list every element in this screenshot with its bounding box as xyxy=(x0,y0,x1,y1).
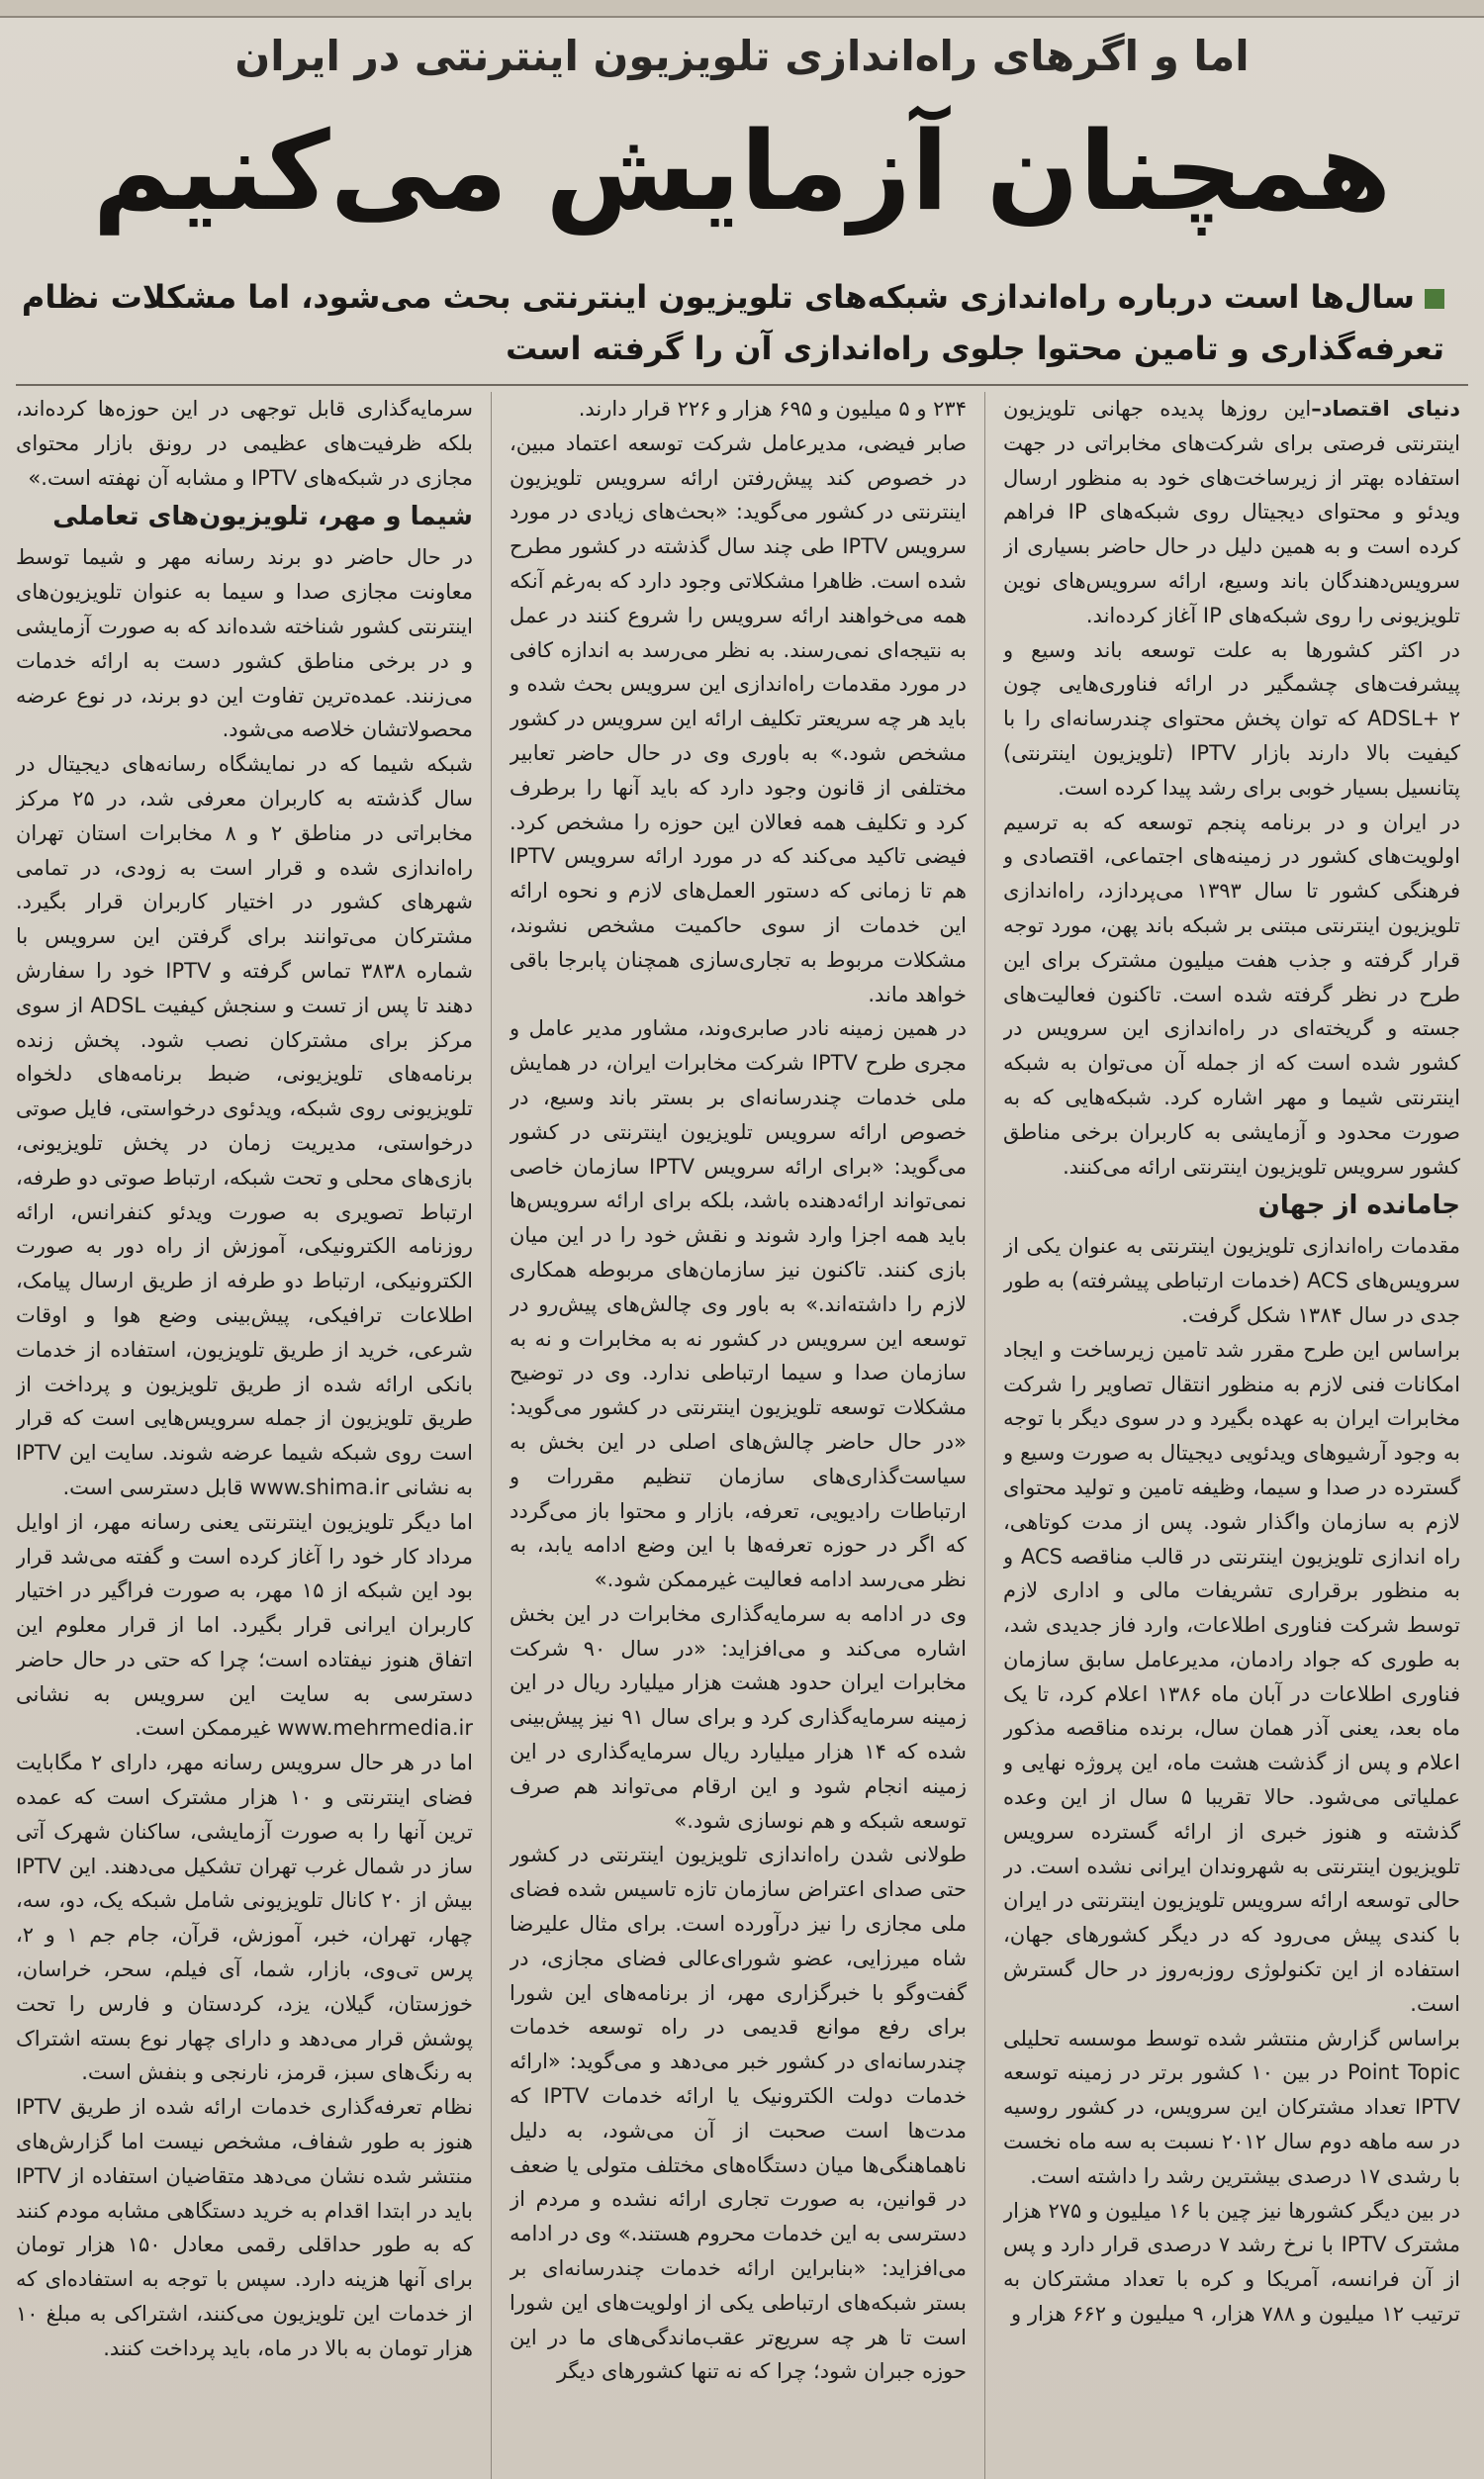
supertitle: اما و اگرهای راه‌اندازی تلویزیون اینترنتی در ایران xyxy=(234,32,1250,80)
column-3 xyxy=(16,392,473,2479)
green-square-icon xyxy=(1425,289,1444,309)
column-1 xyxy=(1003,392,1460,2479)
paragraph: در همین زمینه نادر صابری‌وند، مشاور مدیر عامل و مجری طرح IPTV شرکت مخابرات ایران، در همایش ملی خدمات چندرسانه‌ای بر بستر باند وسیع، در خصوص ارائه سرویس تلویزیون اینترنتی در کشور می‌گوید: «برای ارائه سرویس IPTV سازمان خاصی نمی‌تواند ارائه‌دهنده باشد، بلکه برای ارائه سرویس‌ها باید همه اجزا وارد شوند و نقش خود را در این میان بازی کنند. تاکنون نیز سازمان‌های مربوطه همکاری لازم را داشته‌اند.» به باور وی چالش‌های پیش‌رو در توسعه این سرویس در کشور نه به مخابرات و نه به سازمان صدا و سیما ارتباطی ندارد. وی در توضیح مشکلات توسعه تلویزیون اینترنتی در کشور می‌گوید: «در حال حاضر چالش‌های اصلی در این بخش به سیاست‌گذاری‌های سازمان تنظیم مقررات و ارتباطات رادیویی، تعرفه، بازار و محتوا باز می‌گردد که اگر در حوزه تعرفه‌ها با این وضع ادامه یابد، به نظر می‌رسد ادامه فعالیت غیرممکن شود.» xyxy=(510,1016,967,1592)
paragraph: در بین دیگر کشورها نیز چین با ۱۶ میلیون و ۲۷۵ هزار مشترک IPTV با نرخ رشد ۷ درصدی قرار دارد و پس از آن فرانسه، آمریکا و کره با تعداد مشترکان به ترتیب ۱۲ میلیون و ۷۸۸ هزار، ۹ میلیون و ۶۶۲ هزار و xyxy=(1003,2198,1460,2327)
source-kicker: دنیای اقتصاد– xyxy=(1311,397,1460,421)
top-strip xyxy=(0,0,1484,18)
paragraph: در حال حاضر دو برند رسانه مهر و شیما توسط معاونت مجازی صدا و سیما به عنوان تلویزیون‌های اینترنتی کشور شناخته شده‌اند که به صورت آزمایشی و در برخی مناطق کشور دست به ارائه خدمات می‌زنند. عمده‌ترین تفاوت این دو برند، در نوع عرضه محصولاتشان خلاصه می‌شود. xyxy=(16,545,473,742)
paragraph xyxy=(1003,392,1460,633)
lead-paragraph xyxy=(20,271,1444,374)
paragraph: اما در هر حال سرویس رسانه مهر، دارای ۲ مگابایت فضای اینترنتی و ۱۰ هزار مشترک است که عمده ترین آنها را به صورت آزمایشی، ساکنان شهرک آتی ساز در شمال غرب تهران تشکیل می‌دهند. این IPTV بیش از ۲۰ کانال تلویزیونی شامل شبکه یک، دو، سه، چهار، تهران، خبر، آموزش، قرآن، جام جم ۱ و ۲، پرس تی‌وی، بازار، شما، آی فیلم، سحر، خراسان، خوزستان، گیلان، یزد، کردستان و فارس را تحت پوشش قرار می‌دهد و دارای چهار نوع بسته اشتراک به رنگ‌های سبز، قرمز، نارنجی و بنفش است. xyxy=(16,1751,473,2085)
article-columns xyxy=(16,392,1460,2479)
paragraph: براساس گزارش منتشر شده توسط موسسه تحلیلی Point Topic در بین ۱۰ کشور برتر در زمینه توسعه IPTV تعداد مشترکان این سرویس، در کشور روسیه در سه ماهه دوم سال ۲۰۱۲ نسبت به سه ماه نخست با رشدی ۱۷ درصدی بیشترین رشد را داشته است. xyxy=(1003,2026,1460,2188)
subheading: شیما و مهر، تلویزیون‌های تعاملی xyxy=(52,502,473,532)
lead-text: سال‌ها است درباره راه‌اندازی شبکه‌های تلویزیون اینترنتی بحث می‌شود، اما مشکلات نظام تعرفه‌گذاری و تامین محتوا جلوی راه‌اندازی آن را گرفته است xyxy=(21,278,1444,367)
paragraph: در ایران و در برنامه پنجم توسعه که به ترسیم اولویت‌های کشور در زمینه‌های اجتماعی، اقتصادی و فرهنگی کشور تا سال ۱۳۹۳ می‌پردازد، راه‌اندازی تلویزیون اینترنتی مبتنی بر شبکه باند پهن، مورد توجه قرار گرفته و جذب هفت میلیون مشترک برای این طرح در نظر گرفته شده است. تاکنون فعالیت‌های جسته و گریخته‌ای در راه‌اندازی این سرویس در کشور شده است که از جمله آن می‌توان به شبکه اینترنتی شیما و مهر اشاره کرد. شبکه‌هایی که به صورت محدود و آزمایشی به کاربران برخی مناطق کشور سرویس تلویزیون اینترنتی ارائه می‌کنند. xyxy=(1003,810,1460,1179)
paragraph: طولانی شدن راه‌اندازی تلویزیون اینترنتی در کشور حتی صدای اعتراض سازمان تازه تاسیس شده فضای ملی مجازی را نیز درآورده است. برای مثال علیرضا شاه میرزایی، عضو شورای‌عالی فضای مجازی، در گفت‌وگو با خبرگزاری مهر، از برنامه‌های این شورا برای رفع موانع قدیمی در راه توسعه خدمات چندرسانه‌ای در کشور خبر می‌دهد و می‌گوید: «ارائه خدمات دولت الکترونیک یا ارائه خدمات IPTV که مدت‌ها است صحبت از آن می‌شود، به دلیل ناهماهنگی‌ها میان دستگاه‌های مختلف متولی یا ضعف در قوانین، به صورت تجاری ارائه نشده و مردم از دسترسی به این خدمات محروم هستند.» وی در ادامه می‌افزاید: «بنابراین ارائه خدمات چندرسانه‌ای بر بستر شبکه‌های ارتباطی یکی از اولویت‌های این شورا است تا هر چه سریع‌تر عقب‌ماندگی‌های ما در این حوزه جبران شود؛ چرا که نه تنها کشورهای دیگر xyxy=(510,1843,967,2384)
paragraph: سرمایه‌گذاری قابل توجهی در این حوزه‌ها کرده‌اند، بلکه ظرفیت‌های عظیمی در رونق بازار محتوای مجازی در شبکه‌های IPTV و مشابه آن نهفته است.» xyxy=(16,397,473,490)
header-rule xyxy=(16,384,1468,386)
paragraph: وی در ادامه به سرمایه‌گذاری مخابرات در این بخش اشاره می‌کند و می‌افزاید: «در سال ۹۰ شرکت مخابرات ایران حدود هشت هزار میلیارد ریال در این زمینه سرمایه‌گذاری کرد و برای سال ۹۱ نیز پیش‌بینی شده که ۱۴ هزار میلیارد ریال سرمایه‌گذاری در این زمینه انجام شود و این ارقام می‌تواند هم صرف توسعه شبکه و هم نوسازی شود.» xyxy=(510,1601,967,1833)
paragraph: نظام تعرفه‌گذاری خدمات ارائه شده از طریق IPTV هنوز به طور شفاف، مشخص نیست اما گزارش‌های منتشر شده نشان می‌دهد متقاضیان استفاده از IPTV باید در ابتدا اقدام به خرید دستگاهی مشابه مودم کنند که به طور حداقلی رقمی معادل ۱۵۰ هزار تومان برای آنها هزینه دارد. سپس با توجه به استفاده‌ای که از خدمات این تلویزیون می‌کنند، اشتراکی به مبلغ ۱۰ هزار تومان به بالا در ماه، باید پرداخت کنند. xyxy=(16,2095,473,2360)
paragraph: براساس این طرح مقرر شد تامین زیرساخت و ایجاد امکانات فنی لازم به منظور انتقال تصاویر را شرکت مخابرات ایران به عهده بگیرد و در سوی دیگر با توجه به وجود آرشیوهای ویدئویی دیجیتال به صورت وسیع و گسترده در صدا و سیما، وظیفه تامین و تولید محتوای لازم به سازمان واگذار شود. پس از مدت کوتاهی، راه اندازی تلویزیون اینترنتی در قالب مناقصه ACS و به منظور برقراری تشریفات مالی و اداری لازم توسط شرکت فناوری اطلاعات، وارد فاز جدیدی شد، به طوری که جواد رادمان، مدیرعامل سابق سازمان فناوری اطلاعات در آبان ماه ۱۳۸۶ اعلام کرد، تا یک ماه بعد، یعنی آذر همان سال، برنده مناقصه مذکور اعلام و پس از گذشت هشت ماه، این پروژه نهایی و عملیاتی می‌شود. حالا تقریبا ۵ سال از این وعده گذشته و هنوز خبری از ارائه گسترده سرویس تلویزیون اینترنتی به شهروندان ایرانی نشده است. در حالی توسعه ارائه سرویس تلویزیون اینترنتی در ایران با کندی پیش می‌رود که در دیگر کشورهای جهان، استفاده از این تکنولوژی روزبه‌روز در حال گسترش است. xyxy=(1003,1337,1460,2016)
paragraph: اما دیگر تلویزیون اینترنتی یعنی رسانه مهر، از اوایل مرداد کار خود را آغاز کرده است و گفته می‌شد قرار بود این شبکه از ۱۵ مهر، به صورت فراگیر در اختیار کاربران ایرانی قرار بگیرد. اما از قرار معلوم این اتفاق هنوز نیفتاده است؛ چرا که حتی در حال حاضر دسترسی به سایت این سرویس به نشانی www.mehrmedia.ir غیرممکن است. xyxy=(16,1509,473,1741)
column-divider xyxy=(491,392,492,2479)
paragraph: ۲۳۴ و ۵ میلیون و ۶۹۵ هزار و ۲۲۶ قرار دارند. xyxy=(578,397,967,421)
main-headline: همچنان آزمایش می‌کنیم xyxy=(92,108,1392,235)
paragraph: مقدمات راه‌اندازی تلویزیون اینترنتی به عنوان یکی از سرویس‌های ACS (خدمات ارتباطی پیشرفته) به طور جدی در سال ۱۳۸۴ شکل گرفت. xyxy=(1003,1234,1460,1327)
paragraph: در اکثر کشورها به علت توسعه باند وسیع و پیشرفت‌های چشمگیر در ارائه فناوری‌هایی چون ADSL+ ۲ که توان پخش محتوای چندرسانه‌ای را با کیفیت بالا دارند بازار IPTV (تلویزیون اینترنتی) پتانسیل بسیار خوبی برای رشد پیدا کرده است. xyxy=(1003,637,1460,800)
paragraph: صابر فیضی، مدیرعامل شرکت توسعه اعتماد مبین، در خصوص کند پیش‌رفتن ارائه سرویس تلویزیون اینترنتی در کشور می‌گوید: «بحث‌های زیادی در مورد سرویس IPTV طی چند سال گذشته در کشور مطرح شده است. ظاهرا مشکلاتی وجود دارد که به‌رغم آنکه همه می‌خواهند ارائه سرویس را شروع کنند در عمل به نتیجه‌ای نمی‌رسند. به نظر می‌رسد به اندازه کافی در مورد مقدمات راه‌اندازی این سرویس بحث شده و باید هر چه سریعتر تکلیف ارائه این سرویس در کشور مشخص شود.» به باوری وی در حال حاضر تعابیر مختلفی از قانون وجود دارد که باید آنها را برطرف کرد و تکلیف همه فعالان این حوزه را مشخص کرد. فیضی تاکید می‌کند که در مورد ارائه سرویس IPTV هم تا زمانی که دستور العمل‌های لازم و نحوه ارائه این خدمات از سوی حاکمیت مشخص نشوند، مشکلات مربوط به تجاری‌سازی همچنان پابرجا باقی خواهد ماند. xyxy=(510,430,967,1006)
column-2 xyxy=(510,392,967,2479)
subheading: جامانده از جهان xyxy=(1257,1191,1460,1221)
column-divider xyxy=(984,392,985,2479)
paragraph: شبکه شیما که در نمایشگاه رسانه‌های دیجیتال در سال گذشته به کاربران معرفی شد، در ۲۵ مرکز مخابراتی در مناطق ۲ و ۸ مخابرات استان تهران راه‌اندازی شده و قرار است به زودی، در تمامی شهرهای کشور در اختیار کاربران قرار بگیرد. مشترکان می‌توانند برای گرفتن این سرویس با شماره ۳۸۳۸ تماس گرفته و IPTV خود را سفارش دهند تا پس از تست و سنجش کیفیت ADSL از سوی مرکز برای مشترکان نصب شود. پخش زنده برنامه‌های تلویزیونی، ضبط برنامه‌های دلخواه تلویزیونی روی شبکه، ویدئوی درخواستی، فایل صوتی درخواستی، مدیریت زمان در پخش تلویزیونی، بازی‌های محلی و تحت شبکه، ارتباط صوتی دو طرفه، ارتباط تصویری به صورت ویدئو کنفرانس، ارائه روزنامه الکترونیکی، آموزش از راه دور به صورت الکترونیکی، ارتباط دو طرفه از طریق ارسال پیامک، اطلاعات ترافیکی، پیش‌بینی وضع هوا و اوقات شرعی، خرید از طریق تلویزیون، استفاده از خدمات بانکی ارائه شده از طریق تلویزیون و پرداخت از طریق تلویزیون از جمله سرویس‌هایی است که قرار است روی شبکه شیما عرضه شوند. سایت این IPTV به نشانی www.shima.ir قابل دسترسی است. xyxy=(16,752,473,1499)
paragraph-text: این روزها پدیده جهانی تلویزیون اینترنتی فرصتی برای شرکت‌های مخابراتی در جهت استفاده بهتر از زیرساخت‌های خود به منظور ارسال ویدئو و محتوای دیجیتال روی شبکه‌های IP فراهم کرده است و به همین دلیل در حال حاضر بسیاری از سرویس‌دهندگان باند وسیع، ارائه سرویس‌های نوین تلویزیونی را روی شبکه‌های IP آغاز کرده‌اند. xyxy=(1003,397,1460,627)
